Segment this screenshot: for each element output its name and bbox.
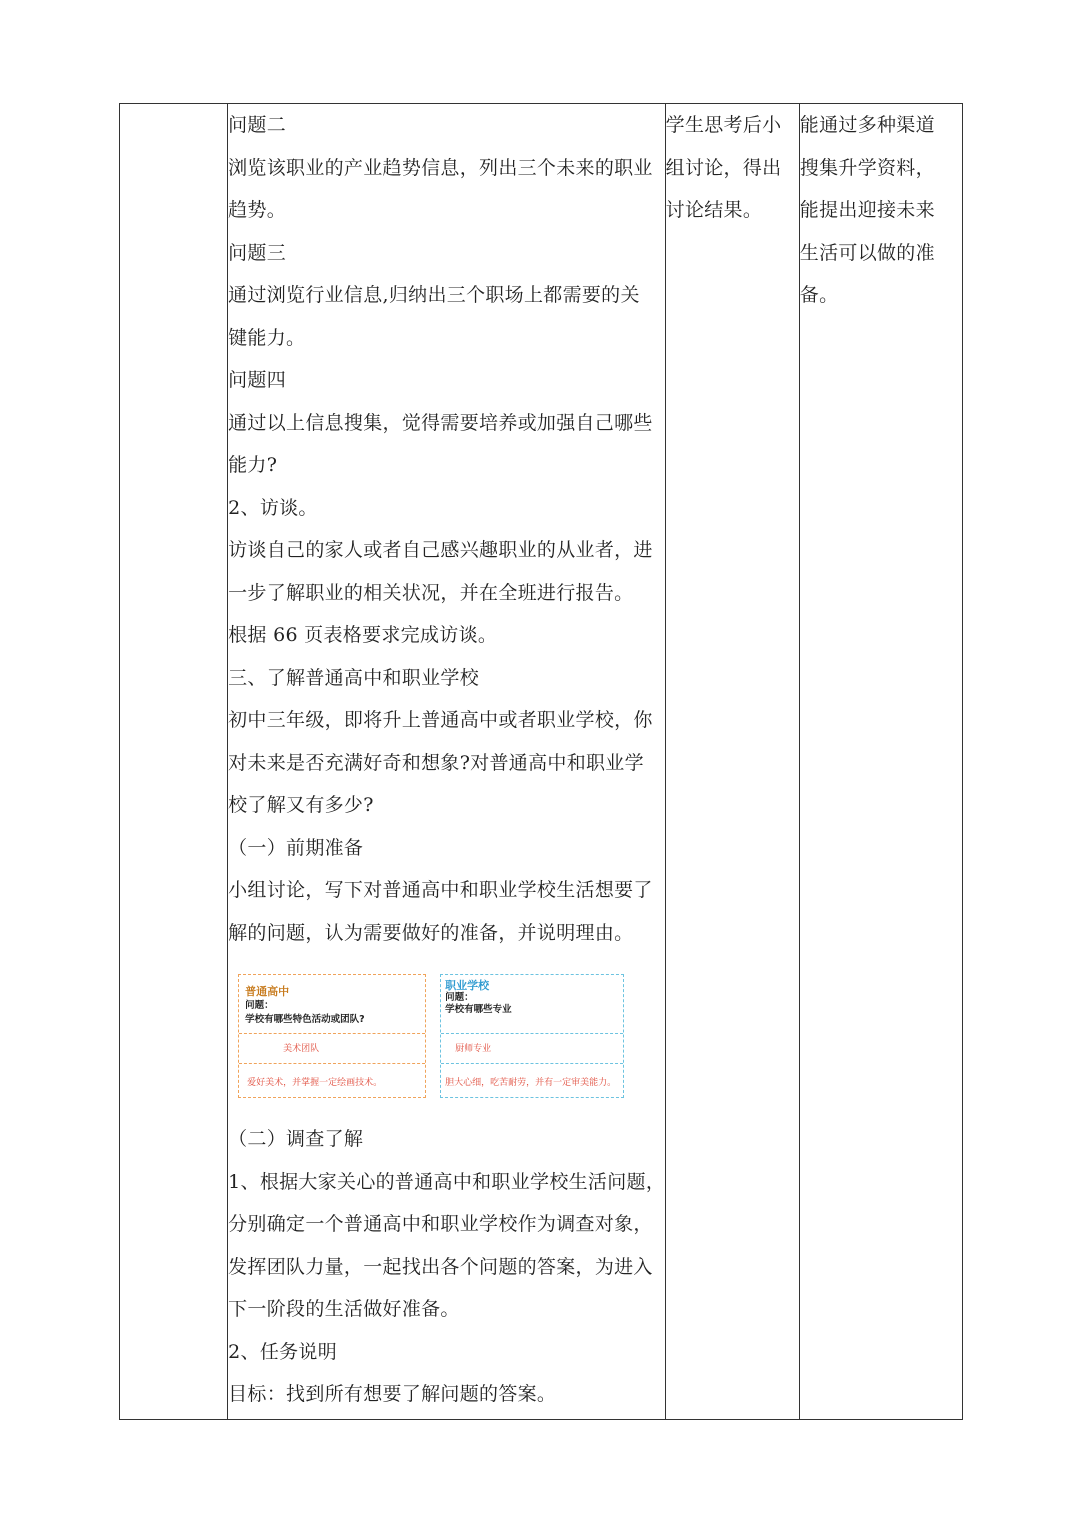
right-divider-1 bbox=[441, 1033, 623, 1034]
content-line: 键能力。 bbox=[228, 326, 306, 349]
content-line: （一）前期准备 bbox=[228, 836, 364, 859]
vocational-school-box bbox=[440, 974, 624, 1098]
content-line: 2、任务说明 bbox=[228, 1340, 338, 1363]
content-line: 问题二 bbox=[228, 114, 287, 136]
teaching-content-cell bbox=[228, 104, 666, 1420]
content-line: 对未来是否充满好奇和想象?对普通高中和职业学 bbox=[228, 751, 644, 774]
right-question-text: 学校有哪些专业 bbox=[445, 1004, 512, 1015]
left-divider-1 bbox=[239, 1033, 425, 1034]
content-line: 问题三 bbox=[228, 241, 287, 264]
example-figure bbox=[228, 974, 628, 1114]
content-line: 通过以上信息搜集，觉得需要培养或加强自己哪些 bbox=[228, 411, 653, 434]
content-line: 校了解又有多少? bbox=[228, 794, 374, 816]
lesson-plan-table bbox=[119, 103, 963, 1420]
content-line: （二）调查了解 bbox=[228, 1128, 364, 1150]
right-question-label: 问题： bbox=[445, 992, 474, 1003]
design-intent-line: 能提出迎接未来 bbox=[799, 199, 935, 221]
left-divider-2 bbox=[239, 1063, 425, 1064]
content-line: 问题四 bbox=[228, 369, 287, 391]
design-intent-cell bbox=[799, 104, 962, 1420]
design-intent-text bbox=[800, 104, 962, 317]
content-line: 能力? bbox=[228, 454, 278, 476]
content-line: 访谈自己的家人或者自己感兴趣职业的从业者，进 bbox=[228, 539, 653, 561]
student-activity-line: 组讨论，得出 bbox=[665, 156, 782, 179]
design-intent-line: 备。 bbox=[799, 284, 839, 306]
right-reason-text: 胆大心细，吃苦耐劳，并有一定审美能力。 bbox=[445, 1078, 617, 1088]
content-line: 通过浏览行业信息,归纳出三个职场上都需要的关 bbox=[228, 284, 640, 306]
content-line: 根据 66 页表格要求完成访谈。 bbox=[228, 624, 498, 646]
left-answer-text: 美术团队 bbox=[283, 1044, 320, 1054]
design-intent-line: 搜集升学资料， bbox=[799, 156, 935, 179]
student-activity-line: 讨论结果。 bbox=[665, 199, 763, 221]
content-line: 解的问题，认为需要做好的准备，并说明理由。 bbox=[228, 921, 634, 944]
right-divider-2 bbox=[441, 1063, 623, 1064]
left-question-text: 学校有哪些特色活动或团队? bbox=[245, 1014, 365, 1025]
left-question-label: 问题： bbox=[245, 1000, 274, 1011]
general-high-school-title: 普通高中 bbox=[245, 985, 290, 998]
content-line: 下一阶段的生活做好准备。 bbox=[228, 1298, 460, 1320]
content-line: 2、访谈。 bbox=[228, 496, 318, 519]
student-activity-text bbox=[666, 104, 799, 232]
content-line: 发挥团队力量，一起找出各个问题的答案，为进入 bbox=[228, 1255, 653, 1278]
content-text-part1 bbox=[228, 104, 665, 954]
content-line: 趋势。 bbox=[228, 199, 287, 221]
content-line: 分别确定一个普通高中和职业学校作为调查对象， bbox=[228, 1213, 653, 1235]
student-activity-line: 学生思考后小 bbox=[665, 114, 782, 136]
content-line: 目标：找到所有想要了解问题的答案。 bbox=[228, 1383, 557, 1405]
design-intent-line: 能通过多种渠道 bbox=[799, 114, 935, 136]
content-line: 三、了解普通高中和职业学校 bbox=[228, 666, 480, 689]
empty-stage-cell bbox=[120, 104, 228, 1420]
student-activity-cell bbox=[665, 104, 799, 1420]
content-text-part2 bbox=[228, 1118, 665, 1416]
content-line: 1、根据大家关心的普通高中和职业学校生活问题， bbox=[228, 1170, 666, 1193]
content-line: 初中三年级，即将升上普通高中或者职业学校，你 bbox=[228, 709, 653, 731]
vocational-school-title: 职业学校 bbox=[445, 979, 490, 992]
content-line: 小组讨论，写下对普通高中和职业学校生活想要了 bbox=[228, 879, 653, 901]
content-line: 一步了解职业的相关状况，并在全班进行报告。 bbox=[228, 581, 634, 604]
content-line: 浏览该职业的产业趋势信息，列出三个未来的职业 bbox=[228, 156, 653, 179]
general-high-school-box bbox=[238, 974, 426, 1098]
left-reason-text: 爱好美术，并掌握一定绘画技术。 bbox=[247, 1078, 383, 1088]
table-row bbox=[120, 104, 963, 1420]
design-intent-line: 生活可以做的准 bbox=[799, 241, 935, 264]
right-answer-text: 厨师专业 bbox=[455, 1044, 492, 1054]
